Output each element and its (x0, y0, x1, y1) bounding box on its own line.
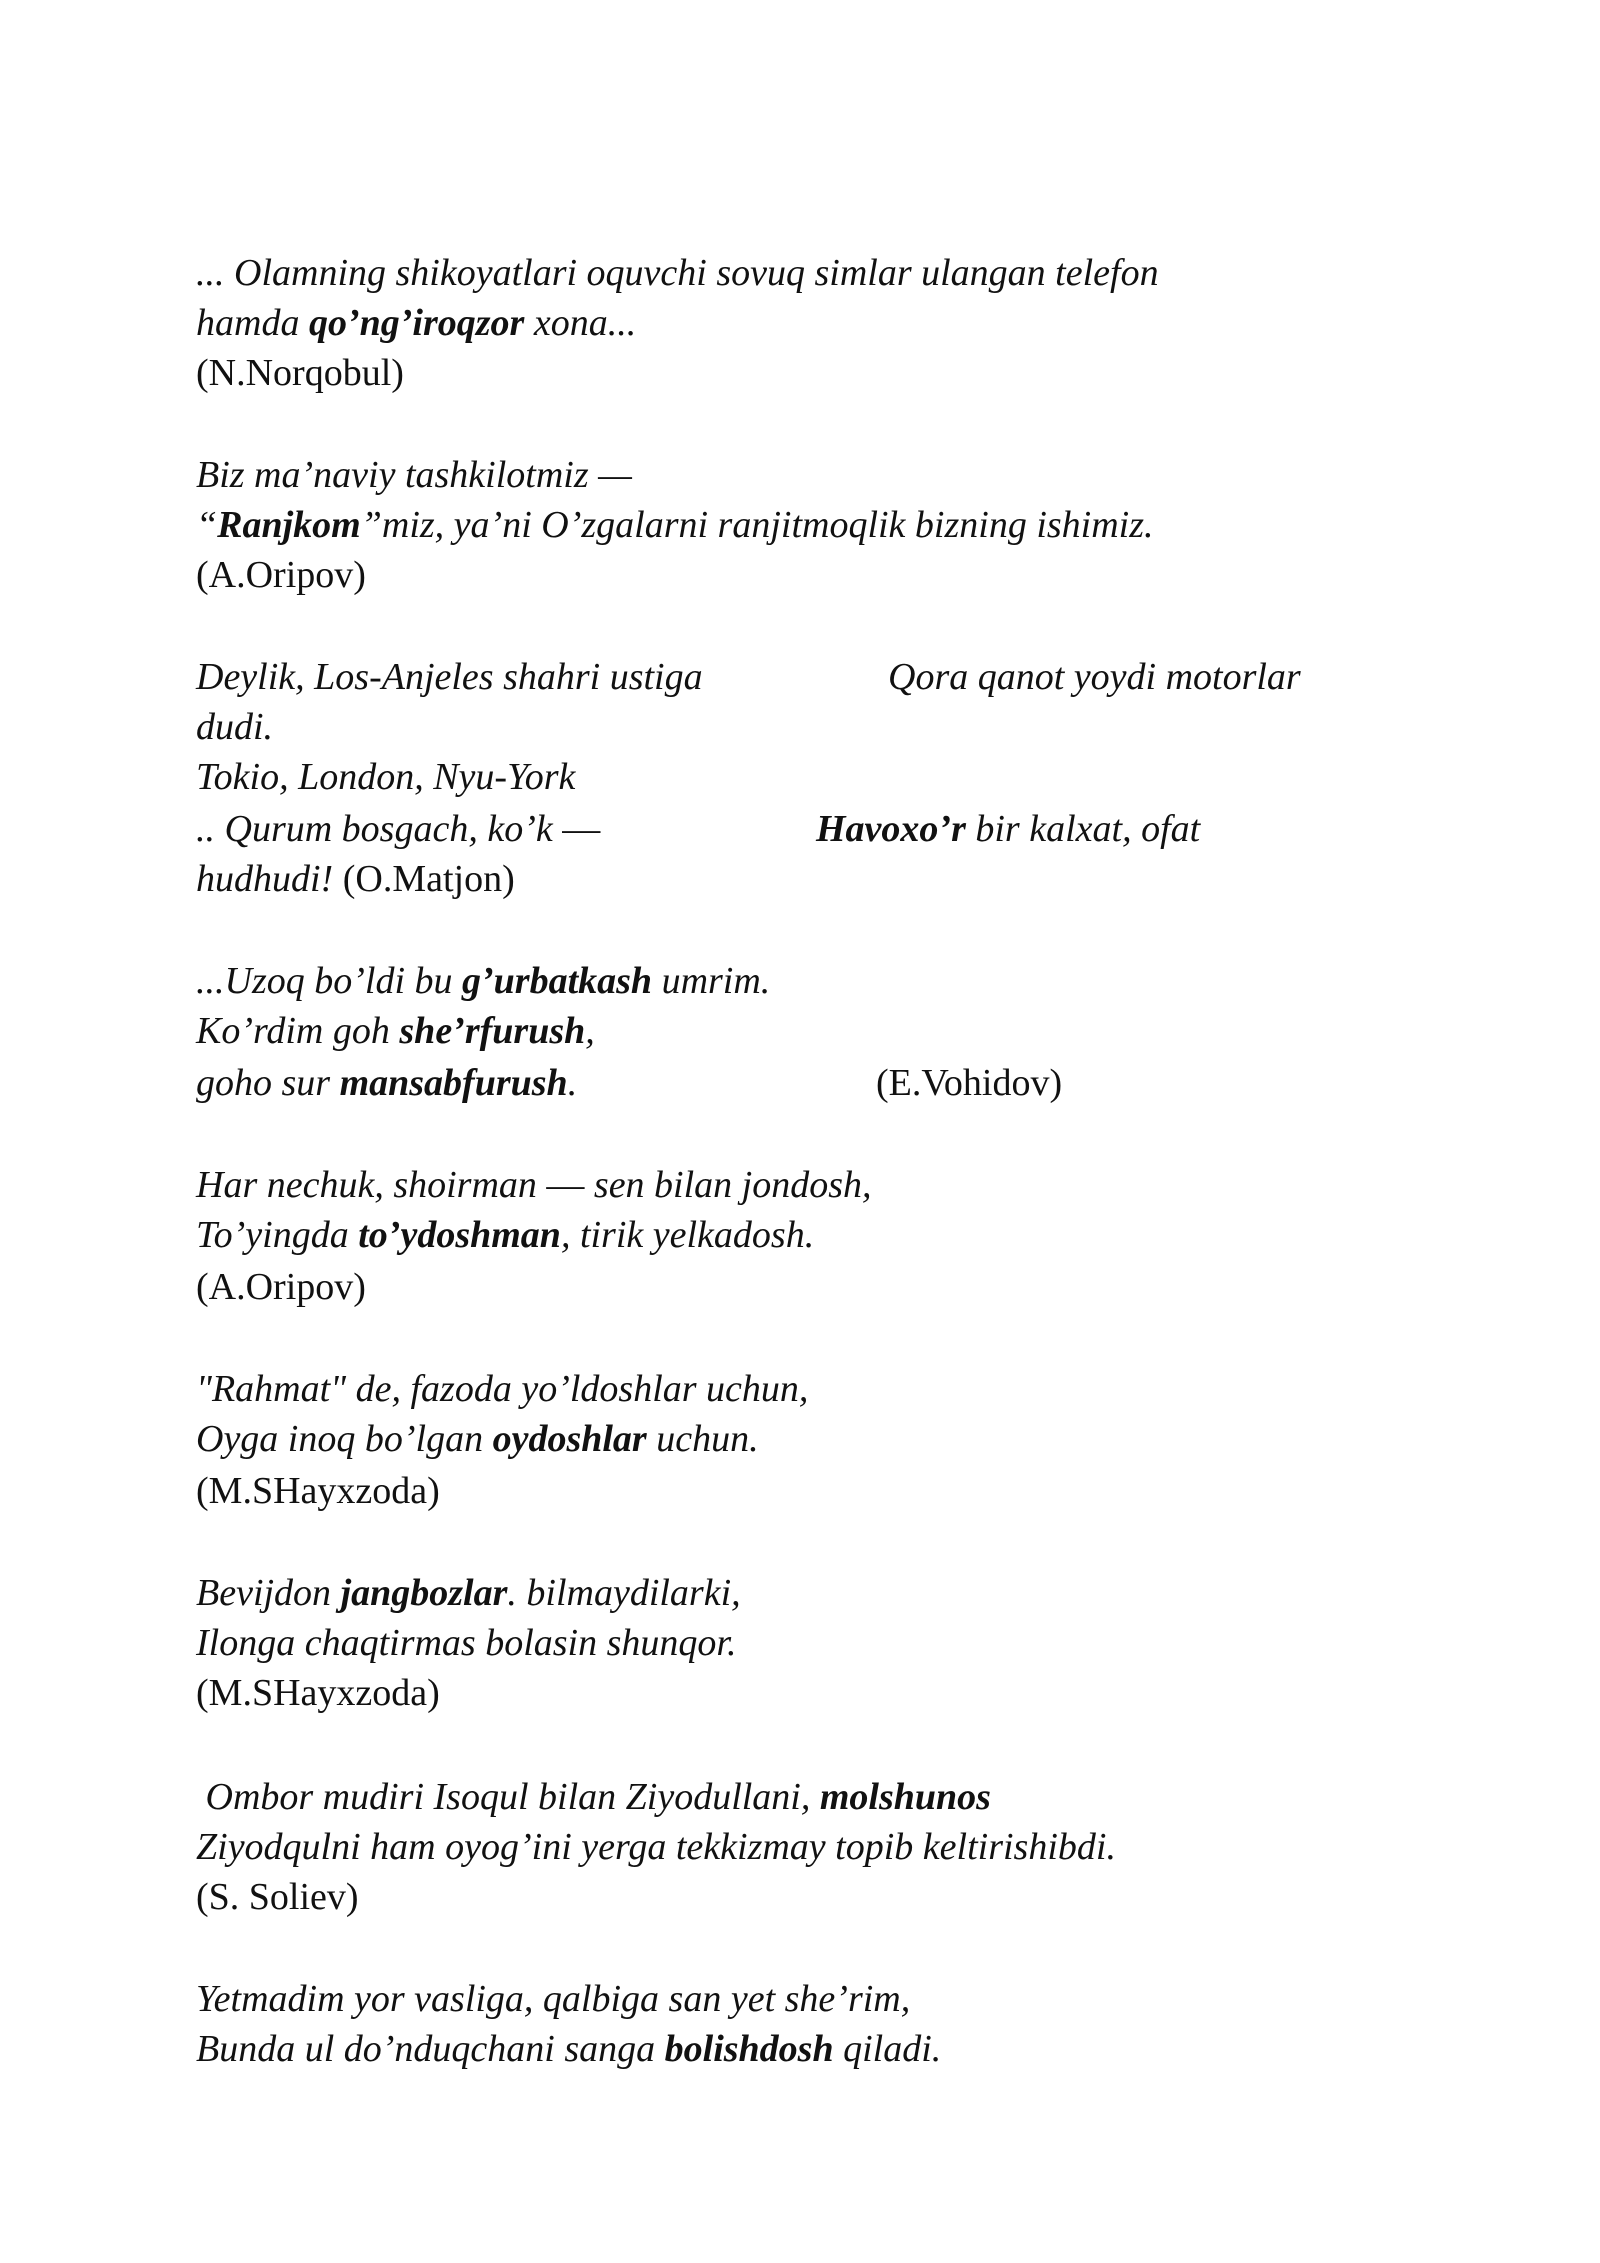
highlighted-word: oydoshlar (492, 1418, 647, 1460)
verse-line: Har nechuk, shoirman — sen bilan jondosh, (196, 1164, 872, 1206)
verse-line-right: Qora qanot yoydi motorlar (888, 656, 1301, 698)
highlighted-word: to’ydoshman (358, 1214, 561, 1256)
verse-line: Ko’rdim goh she’rfurush, (196, 1010, 595, 1052)
dash: — (546, 1164, 585, 1206)
verse-line: Oyga inoq bo’lgan oydoshlar uchun. (196, 1418, 759, 1460)
verse-line: Ziyodqulni ham oyog’ini yerga tekkizmay topib keltirishibdi. (196, 1826, 1116, 1868)
verse-line-right: Havoxo’r bir kalxat, ofat (816, 808, 1201, 850)
verse-line: Yetmadim yor vasliga, qalbiga san yet she’rim, (196, 1978, 911, 2020)
author-citation: (M.SHayxzoda) (196, 1470, 440, 1512)
author-citation: (E.Vohidov) (876, 1062, 1063, 1104)
highlighted-word: qo’ng’iroqzor (308, 302, 525, 344)
verse-line: dudi. (196, 706, 274, 748)
verse-line: Tokio, London, Nyu-York (196, 756, 576, 798)
author-citation: (S. Soliev) (196, 1876, 359, 1918)
verse-line: Ombor mudiri Isoqul bilan Ziyodullani, molshunos (196, 1776, 991, 1818)
highlighted-word: Ranjkom (217, 504, 361, 546)
verse-line: .. Qurum bosgach, ko’k — (196, 808, 601, 850)
highlighted-word: molshunos (819, 1776, 991, 1818)
highlighted-word: mansabfurush (339, 1062, 568, 1104)
verse-line: Ilonga chaqtirmas bolasin shunqor. (196, 1622, 737, 1664)
verse-line: To’yingda to’ydoshman, tirik yelkadosh. (196, 1214, 815, 1256)
verse-line: hudhudi! (O.Matjon) (196, 858, 515, 900)
author-citation: (N.Norqobul) (196, 352, 404, 394)
verse-line: hamda qo’ng’iroqzor xona... (196, 302, 637, 344)
verse-line: Bunda ul do’nduqchani sanga bolishdosh qiladi. (196, 2028, 942, 2070)
highlighted-word: Havoxo’r (816, 808, 966, 850)
verse-line: Biz ma’naviy tashkilotmiz — (196, 454, 632, 496)
highlighted-word: g’urbatkash (462, 960, 653, 1002)
highlighted-word: bolishdosh (664, 2028, 834, 2070)
author-citation: (A.Oripov) (196, 1266, 366, 1308)
verse-line: Bevijdon jangbozlar. bilmaydilarki, (196, 1572, 741, 1614)
dash: — (562, 808, 601, 850)
verse-line: Deylik, Los-Anjeles shahri ustiga (196, 656, 703, 698)
author-citation: (A.Oripov) (196, 554, 366, 596)
highlighted-word: jangbozlar (340, 1572, 508, 1614)
verse-line: goho sur mansabfurush. (196, 1062, 578, 1104)
verse-line: “Ranjkom”miz, ya’ni O’zgalarni ranjitmoqlik bizning ishimiz. (196, 504, 1154, 546)
highlighted-word: she’rfurush (399, 1010, 586, 1052)
verse-line: ... Olamning shikoyatlari oquvchi sovuq simlar ulangan telefon (196, 252, 1159, 294)
author-citation: (M.SHayxzoda) (196, 1672, 440, 1714)
verse-line: ...Uzoq bo’ldi bu g’urbatkash umrim. (196, 960, 771, 1002)
verse-line: "Rahmat" de, fazoda yo’ldoshlar uchun, (196, 1368, 809, 1410)
author-citation: (O.Matjon) (342, 858, 515, 900)
